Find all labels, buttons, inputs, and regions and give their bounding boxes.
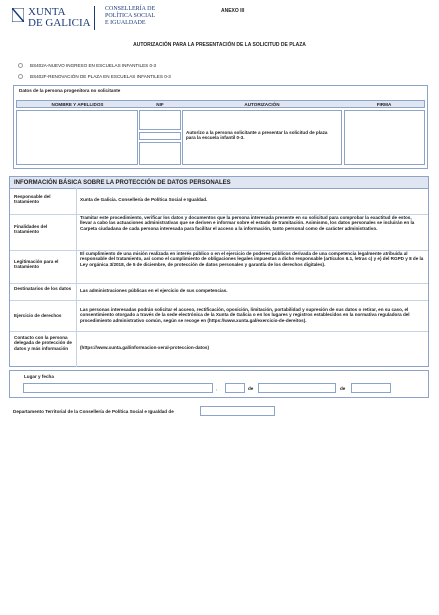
- annex-label: ANEXO III: [221, 8, 245, 14]
- logo-divider: [94, 6, 95, 30]
- parent-section-heading: Datos de la persona progenitora no solicitante: [19, 88, 121, 93]
- privacy-row: [10, 331, 428, 368]
- place-date-label: Lugar y fecha: [24, 374, 54, 379]
- logo-line-2: DE GALICIA: [28, 17, 91, 29]
- logo: [12, 5, 100, 31]
- page-title: AUTORIZACIÓN PARA LA PRESENTACIÓN DE LA SOLICITUD DE PLAZA: [133, 42, 306, 48]
- privacy-row-label: Legitimación para el tratamiento: [14, 259, 59, 270]
- signature-field[interactable]: [344, 110, 425, 165]
- option-label-renewal: BS402F-RENOVACIÓN DE PLAZA EN ESCUELAS INFANTILES 0-3: [30, 74, 171, 79]
- parent-nif-input-2[interactable]: [139, 132, 181, 140]
- col-header-name: NOMBRE Y APELLIDOS: [51, 101, 104, 107]
- department-name: [105, 6, 155, 27]
- privacy-row-text: Las administraciones públicas en el ejercicio de sus competencias.: [80, 288, 228, 293]
- col-header-authorization: AUTORIZACIÓN: [244, 101, 280, 107]
- col-header-nif: NIF: [156, 101, 164, 107]
- privacy-row-text: Tramitar este procedimiento, verificar los datos y documentos que la persona interesada presente en su solicitud para comprobar la exactitud de estos, llevar a cabo las actuaciones administrativas que se deriven e informar sobre el estado de tramitación. Asimismo, los datos personales se incluirán en la Carpeta ciudadana de cada persona interesada para facilitar el acceso a la información, tanto personal como de carácter administrativo.: [80, 215, 415, 231]
- place-date-de-1: de: [248, 386, 254, 391]
- option-label-new: BS402A-NUEVO INGRESO EN ESCUELAS INFANTILES 0-3: [30, 63, 157, 68]
- dept-line-1: CONSELLERÍA DE: [105, 6, 156, 12]
- privacy-row-label: Responsable del tratamiento: [14, 194, 51, 205]
- parent-name-input[interactable]: [16, 110, 138, 165]
- privacy-row: [10, 188, 428, 214]
- parent-data-section: [13, 85, 428, 169]
- place-date-comma: ,: [216, 386, 218, 391]
- privacy-row-text: El cumplimiento de una misión realizada en interés público o en el ejercicio de poderes públicos derivada de una competencia legalmente atribuida al responsable del tratamiento, así como el cumplimiento de obligaciones legales impuestas a dicho responsable (artículos 6.1, letras c) y e) del RGPD y 8 de la Ley orgánica 3/2018, de 5 de diciembre, de protección de datos personales y garantía de los derechos digitales).: [80, 251, 424, 267]
- option-radio-renewal[interactable]: [18, 74, 23, 79]
- privacy-row: [10, 300, 428, 332]
- privacy-row-label: Destinatarios de los datos: [14, 286, 72, 291]
- territorial-department-input[interactable]: [200, 406, 275, 416]
- privacy-row: [10, 283, 428, 301]
- year-input[interactable]: [351, 383, 391, 393]
- privacy-section: [9, 176, 429, 367]
- dept-line-3: E IGUALDADE: [105, 20, 146, 26]
- privacy-row-label: Finalidades del tratamiento: [14, 224, 48, 235]
- privacy-row-label: Ejercicio de derechos: [14, 313, 62, 318]
- month-input[interactable]: [258, 383, 336, 393]
- dept-line-2: POLÍTICA SOCIAL: [105, 13, 156, 19]
- privacy-row-label: Contacto con la persona delegada de protección de datos y más información: [14, 335, 72, 351]
- privacy-row: [10, 250, 428, 284]
- privacy-row-text: Las personas interesadas podrán solicitar el acceso, rectificación, oposición, limitación, portabilidad y supresión de sus datos o retirar, en su caso, el consentimiento otorgado a través de la sede electrónica de la Xunta de Galicia o en los lugares y registros establecidos en la normativa reguladora del procedimiento administrativo común, según se recoge en (https://www.xunta.gal/exercicio-de-dereitos).: [80, 307, 410, 323]
- day-input[interactable]: [225, 383, 245, 393]
- place-date-de-2: de: [340, 386, 346, 391]
- option-radio-new[interactable]: [18, 63, 23, 68]
- privacy-contact-link[interactable]: (https://www.xunta.gal/informacion-xeral-proteccion-datos): [80, 345, 209, 350]
- parent-nif-input-1[interactable]: [139, 110, 181, 130]
- place-input[interactable]: [23, 383, 213, 393]
- xunta-emblem-icon: [12, 8, 24, 22]
- territorial-department-label: Departamento Territorial de la Consellería de Política Social e Igualdad de: [13, 409, 174, 414]
- col-header-signature: FIRMA: [376, 101, 392, 107]
- logo-line-1: XUNTA: [28, 6, 66, 18]
- parent-nif-input-3[interactable]: [139, 142, 181, 165]
- privacy-row: [10, 214, 428, 251]
- authorization-text: Autorizo a la persona solicitante a presentar la solicitud de plaza para la escuela infantil 0-3.: [186, 130, 328, 141]
- privacy-row-text: Xunta de Galicia. Consellería de Política Social e Igualdad.: [80, 197, 208, 202]
- privacy-heading: INFORMACIÓN BÁSICA SOBRE LA PROTECCIÓN DE DATOS PERSONALES: [14, 180, 231, 186]
